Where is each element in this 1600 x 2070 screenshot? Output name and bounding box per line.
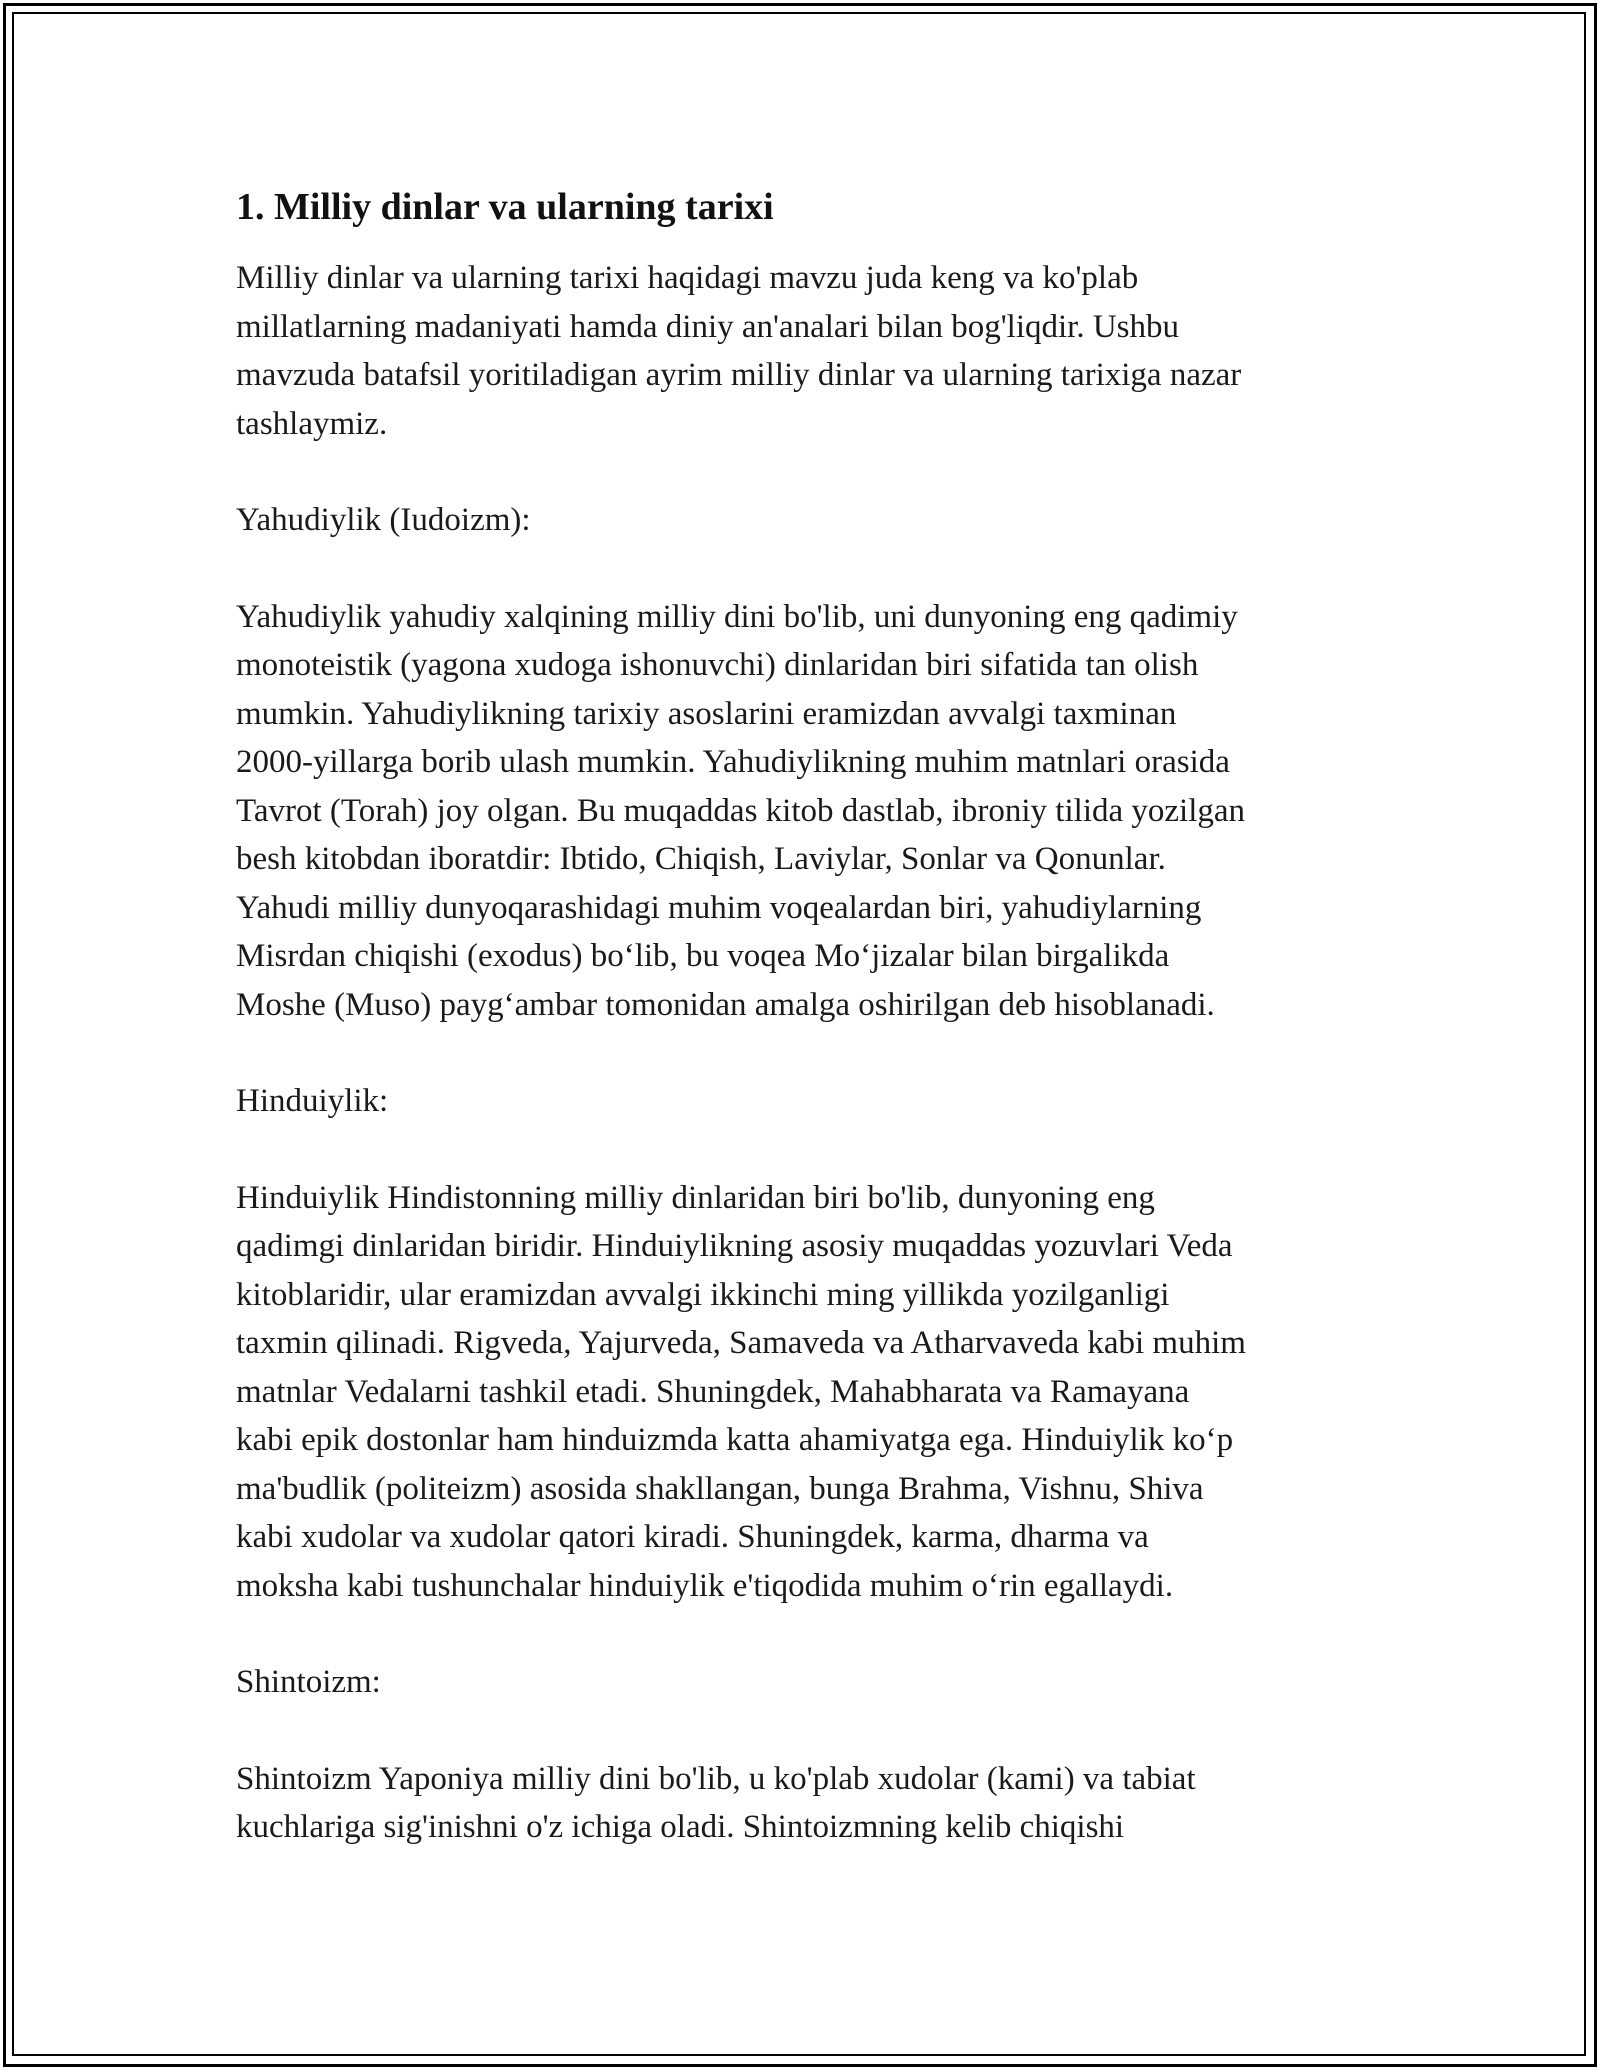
- judaism-paragraph: Yahudiylik yahudiy xalqining milliy dini bo'lib, uni dunyoning eng qadimiy monoteistik (yagona xudoga ishonuvchi) dinlaridan biri sifatida tan olish mumkin. Yahudiylikning tarixiy asoslarini eramizdan avvalgi taxminan 2000-yillarga borib ulash mumkin. Yahudiylikning muhim matnlari orasida Tavrot (Torah) joy olgan. Bu muqaddas kitob dastlab, ibroniy tilida yozilgan besh kitobdan iboratdir: Ibtido, Chiqish, Laviylar, Sonlar va Qonunlar. Yahudi milliy dunyoqarashidagi muhim voqealardan biri, yahudiylarning Misrdan chiqishi (exodus) bo‘lib, bu voqea Mo‘jizalar bilan birgalikda Moshe (Muso) payg‘ambar tomonidan amalga oshirilgan deb hisoblanadi.: [236, 598, 1246, 1023]
- document-body: [236, 182, 1376, 1852]
- subheading-shintoism: Shintoizm:: [236, 1664, 381, 1700]
- intro-paragraph: Milliy dinlar va ularning tarixi haqidagi mavzu juda keng va ko'plab millatlarning madaniyati hamda diniy an'analari bilan bog'liqdir. Ushbu mavzuda batafsil yoritiladigan ayrim milliy dinlar va ularning tarixiga nazar tashlaymiz.: [236, 260, 1242, 442]
- hinduism-paragraph: Hinduiylik Hindistonning milliy dinlaridan biri bo'lib, dunyoning eng qadimgi dinlaridan biridir. Hinduiylikning asosiy muqaddas yozuvlari Veda kitoblaridir, ular eramizdan avvalgi ikkinchi ming yillikda yozilganligi taxmin qilinadi. Rigveda, Yajurveda, Samaveda va Atharvaveda kabi muhim matnlar Vedalarni tashkil etadi. Shuningdek, Mahabharata va Ramayana kabi epik dostonlar ham hinduizmda katta ahamiyatga ega. Hinduiylik ko‘p ma'budlik (politeizm) asosida shakllangan, bunga Brahma, Vishnu, Shiva kabi xudolar va xudolar qatori kiradi. Shuningdek, karma, dharma va moksha kabi tushunchalar hinduiylik e'tiqodida muhim o‘rin egallaydi.: [236, 1179, 1246, 1604]
- shintoism-paragraph: Shintoizm Yaponiya milliy dini bo'lib, u ko'plab xudolar (kami) va tabiat kuchlariga sig'inishni o'z ichiga oladi. Shintoizmning kelib chiqishi: [236, 1760, 1196, 1845]
- subheading-hinduism: Hinduiylik:: [236, 1083, 389, 1119]
- section-heading: 1. Milliy dinlar va ularning tarixi: [236, 186, 774, 228]
- subheading-judaism: Yahudiylik (Iudoizm):: [236, 502, 531, 538]
